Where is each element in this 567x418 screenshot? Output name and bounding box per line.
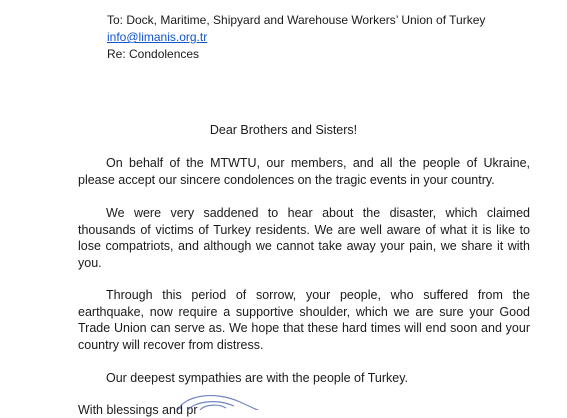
closing-line: With blessings and pr	[78, 403, 198, 417]
recipient-line: To: Dock, Maritime, Shipyard and Warehouse Workers’ Union of Turkey	[107, 13, 486, 27]
paragraph-3: Through this period of sorrow, your people, who suffered from the earthquake, now require a supportive shoulder, which we are sure your Good Trade Union can serve as. We hope that these hard times will end soon and your country will recover from distress.	[78, 288, 530, 352]
paragraph-1: On behalf of the MTWTU, our members, and all the people of Ukraine, please accept our sincere condolences on the tragic events in your country.	[78, 156, 530, 187]
paragraph-2: We were very saddened to hear about the disaster, which claimed thousands of victims of Turkey residents. We are well aware of what it is like to lose compatriots, and although we cannot take away your pain, we share it with you.	[78, 206, 530, 270]
salutation: Dear Brothers and Sisters!	[209, 123, 358, 137]
paragraph-4: Our deepest sympathies are with the people of Turkey.	[106, 371, 409, 385]
email-link[interactable]: info@limanis.org.tr	[107, 30, 208, 44]
subject-line: Re: Condolences	[107, 47, 200, 61]
official-stamp-icon	[170, 392, 260, 410]
letter-header	[107, 12, 485, 63]
